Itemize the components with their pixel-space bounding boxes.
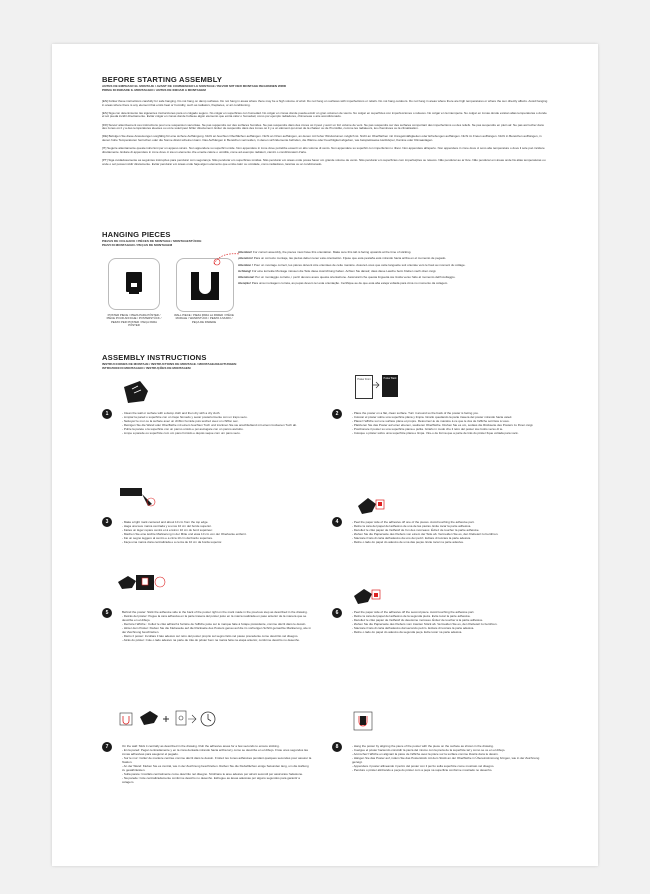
step5-stick-icon (116, 572, 172, 592)
before-title: BEFORE STARTING ASSEMBLY (102, 75, 223, 84)
attention-notes (238, 251, 518, 286)
step5-number: 5 (102, 608, 112, 618)
poster-piece-box (108, 258, 160, 310)
before-subtitles (102, 85, 562, 92)
step3-number: 3 (102, 517, 112, 527)
poster-piece-icon (109, 259, 159, 309)
step7-wall-icon (118, 707, 218, 731)
step1-number: 1 (102, 409, 112, 419)
hanging-subtitles (102, 240, 402, 247)
step5-text: Behind the poster: Stick the adhesive side to the back of the poster right on the mark made in the previous step as described in the drawing. - Detrás del póster: Pegue la cara adhesiva en la parte trasera del póster justo en la marca realizada en paso anterior de la manera que se describe en el dibujo. - Derrière l'affiche : Collez le côté adhésif à l'arrière de l'affiche juste sur le marque faite à l'étape précédente, comme décrit dans le dessin. - Hinter dem Poster: Kleben Sie die Klebeseite auf die Rückseite des Posters genau auf die im vorherigen Schritt gemachte Markierung, wie in der Zeichnung beschrieben. - Dietro il poster: Incollare il lato adesivo sul retro del poster proprio sul segno fatto nel passo precedente come descritto nel disegno. - Atrás do pôster: Cole o lado adesivo na parte de trás do pôster bem na marca feita na etapa anterior, conforme descrito no desenho. (122, 610, 311, 642)
step4-text: - Peel the paper side of the adhesive off one of the pieces. Avoid touching the adhesive part. - Retire la cara del papel del adhesivo de una de las piezas. Evite tocar la parte adhesiva. - Décollez le côté papier de l'adhésif de l'un des morceaux. Évitez de toucher la partie adhésive. - Ziehen Sie die Papierseite des Klebers von einem der Teile ab. Vermeiden Sie es, den Klebeteil zu berühren. - Staccare il lato di carta dell'adesivo da uno dei pezzi. Evitare di toccare la parte adesiva. - Retire o lado do papel do adesivo de uma das peças. Evite tocar na parte adesiva. (352, 520, 499, 544)
attention-note-es: ¡Atención! Para un correcto montaje, las piezas deben tener esta orientación. Fíjese que esta pestaña esté mirando hacia arriba en el momento de pegado. (238, 256, 447, 261)
hanging-subtitle-2: PEZZI DI MONTAGGIO / PEÇAS DE MONTAGEM (102, 242, 173, 247)
before-paragraph-en: [EN] Follow these instructions carefully for safe hanging. Do not hang on damp surfaces. Do not hang in areas where there may be a high volume of wind. Do not hang on surfaces with imperfections or reliefs. Do not hang outdoors. Do not hang in areas where there are high temperatures or where the sun directly affects. Avoid hanging in areas where there is any element that emits heat or humidity, such as radiators, fireplaces, or air conditioning. (102, 99, 548, 107)
before-paragraph-de: [DE] Befolgen Sie diese Anweisungen sorgfältig für eine sichere Aufhängung. Nicht an feuchten Oberflächen aufhängen. Nicht an Orten aufhängen, an denen mit hoher Windvolumen möglich ist. Nicht an Oberflächen mit Unregelmäßigkeiten oder Erhebungen aufhängen. Nicht im Freien aufhängen. Nicht in Bereichen aufhängen, in denen hohe Temperaturen herrschen oder die Sonne direkt scheinen kann. Das Aufhängen in Bereichen vermeiden, in denen sich Elemente befinden, die Wärme oder Feuchtigkeit abgeben, wie beispielsweise Heizkörper, Kamine oder Klimaanlagen. (102, 134, 542, 142)
before-paragraph-fr: [FR] Suivez attentivement ces instructions pour une suspension sécurisée. Ne pas suspendre sur des surfaces humides. Ne pas suspendre dans des zones où il peut y avoir un fort volume de vent. Ne pas suspendre sur des surfaces comportant des imperfections ou des reliefs. Ne pas suspendre en plein air. Ne pas accrocher dans des zones où il y a des températures élevées ou où le soleil peut briller directement. Éviter de suspendre dans des zones où il y a un élément qui émet de la chaleur ou de l'humidité, comme les radiateurs, les cheminées ou la climatisation. (102, 122, 544, 131)
step3-text: - Make a light mark centered and about 10 cm from the top edge. - Haga una leve marca centrada y a unos 10 cm del borde superior. - Faites un léger repère centré et à environ 10 cm du bord supérieur. - Machen Sie eine leichte Markierung in der Mitte und etwa 10 cm von der Oberkante entfernt. - Fai un segno leggero al centro e a circa 10 cm dal bordo superiore. - Faça uma marca clara centralizada e a cerca de 10 cm da borda superior. (122, 520, 247, 544)
assembly-subtitle-1: INSTRUCCIONES DE MONTAJE / INSTRUCTIONS DE MONTAGE / MONTAGEANLEITUNGEN (102, 362, 237, 366)
step7-number: 7 (102, 742, 112, 752)
step6-number: 6 (332, 608, 342, 618)
before-paragraph-it: [IT] Seguire attentamente queste istruzioni per un appeso sicuro. Non appendere su superfici umide. Non appendere in zone dove potrebbe esserci un alto volume di vento. Non appendere su superfici con imperfezioni o rilievi. Non appendere all'aperto. Non appendere in zone dove ci sono alte temperature o dove il sole può incidere direttamente. Evitare di appendere in zone dove ci sia un elemento che emette calore o umidità, come ad esempio radiatori, camini o condizionatori d'aria. (102, 146, 545, 154)
before-paragraph-es: [ES] Siga con detenimiento las siguientes instrucciones para un colgado seguro. No colgar en superficies con humedad. No colgar en zonas donde pueda existir un gran volumen de viento. No colgar en superficies con imperfecciones o relieves. No colgar en la intemperie. No colgar en zonas donde existan altas temperaturas o donde el sol pueda incidir directamente. Evitar colgar en zonas donde hubiese algún elemento que emita calor o humedad, como por ejemplo radiadores, chimeneas o aire acondicionado. (102, 110, 547, 119)
before-subtitle-2: PRIMA DI INIZIARE IL MONTAGGIO / ANTES DE INICIAR A MONTAGEM (102, 87, 206, 92)
before-paragraphs (102, 100, 548, 166)
step1-cloth-icon (118, 377, 154, 407)
attention-note-en: Attention! For correct assembly, the pieces must have this orientation. Make sure this tab is facing upwards at the time of sticking. (238, 250, 412, 254)
before-paragraph-pt: [PT] Siga cuidadosamente as seguintes instruções para pendurar com segurança. Não pendurar em superfícies úmidas. Não pendurar em áreas onde possa haver um grande volume de vento. Não pendurar em superfícies com imperfeições ou relevos. Não pendurar ao ar livre. Não pendurar em áreas onde há altas temperaturas ou onde o sol possa incidir diretamente. Evitar pendurar em áreas onde haja algum elemento que emita calor ou umidade, como radiadores, lareiras ou ar condicionado. (102, 157, 546, 166)
poster-front-label: Poster Front (357, 378, 371, 381)
attention-note-de: Achtung! Für eine korrekte Montage müssen die Teile diese Ausrichtung haben. Achten Sie darauf, dass diese Lasche beim Kleben nach oben zeigt. (238, 268, 437, 273)
attention-note-it: Attenzione! Per un montaggio corretto, i pezzi devono avere questa orientazione. Assicurarti che questa linguetta sia rivolta verso l'alto al momento dell'incollaggio. (238, 275, 456, 280)
step7-text: On the wall: Stick it centrally as described in the drawing. Rub the adhesive areas for a few seconds to ensure sticking. - En la pared: Pegar centradamente y en la zona dentada mirando hacia arriba tal y como se describe en el dibujo. Frote unos segundos las zonas adhesivas para asegurar el pegado. - Sur le mur: Collez de manière centrée comme décrit dans le dessin. Frottez les zones adhésives pendant quelques secondes pour assurer la fixation. - An der Wand: Kleben Sie es zentral, wie in der Zeichnung beschrieben. Reiben Sie die Klebeflächen einige Sekunden lang, um die Haftung zu gewährleisten. - Sulla parete: Incollalo centralmente come descritto nel disegno. Strofinare le aree adesive per alcuni secondi per assicurare l'adesione. - Na parede: Cole centralizadamente conforme descrito no desenho. Esfregue as áreas adesivas por alguns segundos para garantir a colagem. (122, 744, 312, 784)
step6-peel-icon (350, 584, 386, 606)
step4-number: 4 (332, 517, 342, 527)
wall-piece-icon (177, 259, 233, 311)
step3-mark-icon (118, 486, 158, 508)
attention-note-pt: Atenção! Para uma montagem correta, as peças devem ter esta orientação. Certifique-se de que esta aba esteja voltada para cima no momento da colagem. (238, 281, 449, 286)
hanging-subtitle-1: PIEZAS DE COLGADO / PIÈCES DE MONTAGE / MONTAGESTÜCKE (102, 239, 202, 243)
step2-text: - Place the poster on a flat, clean surface. Turn it around so the back of the poster is facing you. - Colocar el póster sobre una superficie plana y limpia. Girarlo quedando la parte trasera del poster mirando hacia usted. - Placez l'affiche sur une surface plane et propre. Retournez-le de manière à ce que le dos de l'affiche soit face à vous. - Platzieren Sie das Poster auf einer ebenen, sauberen Oberfläche. Drehen Sie es um, sodass die Rückseite des Posters zu Ihnen zeigt. - Posizionare il poster su una superficie piana e pulita. Girarlo in modo che il retro del poster sia rivolto verso di te. - Coloque o pôster sobre uma superfície plana e limpa. Vire-o de forma que a parte de trás do pôster fique voltada para você. (352, 411, 534, 435)
step6-text: - Peel the paper side of the adhesive off the second piece. Avoid touching the adhesive part. - Retire la cara del papel del adhesivo de la segunda pieza. Evite tocar la parte adhesiva. - Décollez le côté papier de l'adhésif du deuxième morceau. Évitez de toucher à la partie adhésive. - Ziehen Sie die Papierseite des Klebers vom zweiten Stück ab. Vermeiden Sie es, den Klebeteil zu berühren. - Staccare il lato di carta dell'adesivo dal secondo pezzo. Evitare di toccare la parte adesiva. - Retire o lado do papel do adesivo da segunda peça. Evite tocar na parte adesiva. (352, 610, 498, 634)
step8-number: 8 (332, 742, 342, 752)
assembly-subtitles (102, 363, 402, 370)
step8-hang-icon (350, 708, 378, 734)
step8-text: - Hang the poster by aligning the piece of the poster with the piece on the surface as shown in the drawing. - Cuelgue el póster haciendo coincidir la pieza del mismo con la pieza de la superficie tal y como se ve en el dibujo. - Accrochez l'affiche en alignant la pièce de l'affiche avec la pièce sur la surface comme illustré dans le dessin. - Hängen Sie das Poster auf, indem Sie das Posterstück mit dem Stück an der Oberfläche in Übereinstimmung bringen, wie in der Zeichnung gezeigt. - Appendere il poster allineando il pezzo del poster con il pezzo sulla superficie come mostrato nel disegno. - Pendure o pôster alinhando a peça do pôster com a peça na superfície conforme mostrado no desenho. (352, 744, 540, 772)
instruction-sheet (52, 44, 598, 866)
assembly-subtitle-2: ISTRUZIONI DI MONTAGGIO / INSTRUÇÕES DE MONTAGEM (102, 365, 191, 370)
poster-piece-label: POSTER PIECE / PIEZA PARA PÓSTER / PIÈCE POUR AFFICHE / POSTERSTÜCK / PEZZO PER POSTER / PEÇA PARA PÔSTER (106, 313, 162, 327)
poster-back-label: Poster Back (383, 377, 397, 380)
attention-note-fr: Attention ! Pour un montage correct, les pièces doivent être orientées de cette manière. Assurez-vous que cette languette soit orientée vers le haut au moment du collage. (238, 262, 466, 267)
turn-arrow-icon (371, 381, 381, 389)
assembly-title: ASSEMBLY INSTRUCTIONS (102, 353, 207, 362)
before-subtitle-1: ANTES DE EMPEZAR EL MONTAJE / AVANT DE COMMENCER LE MONTAGE / BEVOR MIT DER MONTAGE BEGONNEN WIRD (102, 84, 287, 88)
wall-piece-box (176, 258, 234, 312)
step2-number: 2 (332, 409, 342, 419)
poster-back-icon (382, 375, 398, 397)
step4-peel-icon (354, 492, 390, 516)
wall-piece-label: WALL PIECE / PIEZA PARA LA PARED / PIÈCE MURALE / WANDSTÜCK / PEZZO A MURO / PEÇA DE PAREDE (174, 313, 234, 324)
hanging-title: HANGING PIECES (102, 230, 171, 239)
step1-text: - Clean the wall or surface with a damp cloth and then dry with a dry cloth. - Limpiar la pared o superficie con un trapo húmedo y secar posteriormente con un trapo seco. - Nettoyez le mur ou la surface avec un chiffon humide puis séchez avec un chiffon sec. - Reinigen Sie die Wand oder Oberfläche mit einem feuchten Tuch und trocknen Sie sie anschließend mit einem trockenen Tuch ab. - Pulire la parete o la superficie con un panno umido e poi asciugare con un panno asciutto. - Limpe a parede ou superfície com um pano húmido e depois seque com um pano seco. (122, 411, 297, 435)
